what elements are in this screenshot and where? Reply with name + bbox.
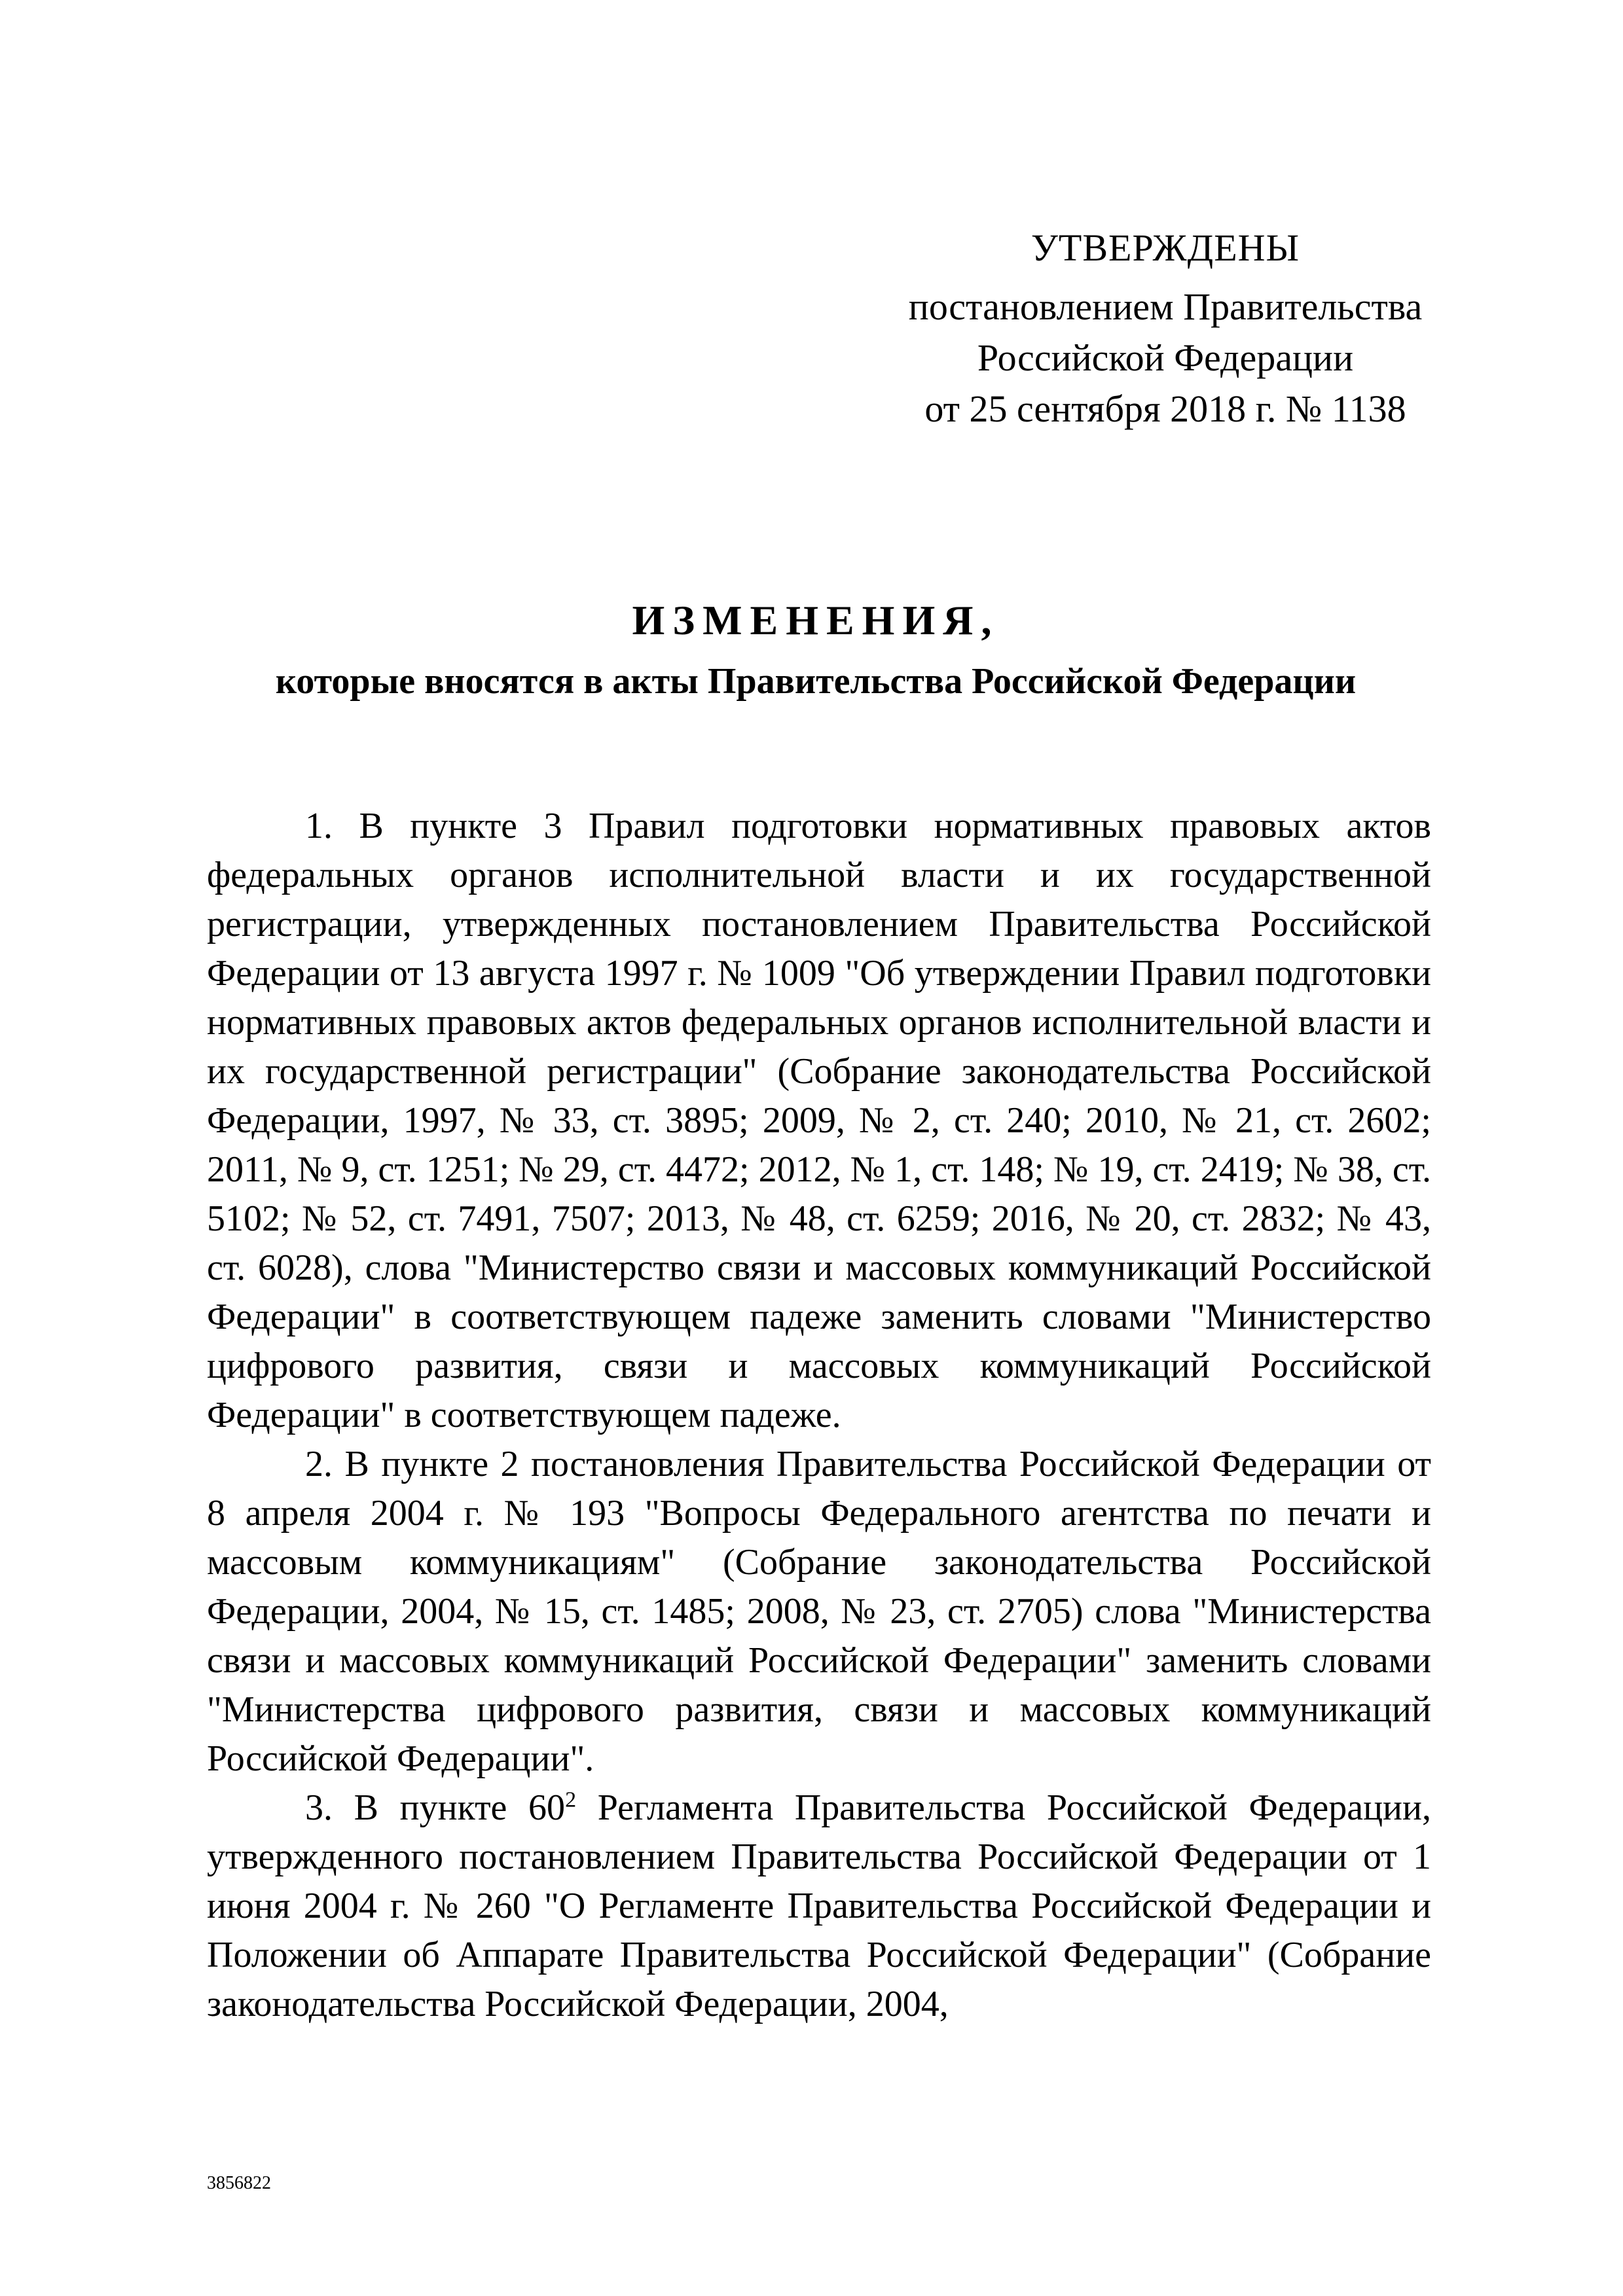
document-title: ИЗМЕНЕНИЯ,	[632, 597, 1000, 643]
paragraph-3-start: 3. В пункте 60	[305, 1787, 566, 1828]
document-heading	[207, 589, 1425, 711]
document-body	[207, 802, 1431, 2029]
approval-line-3: от 25 сентября 2018 г. № 1138	[924, 387, 1406, 430]
approval-line-1: постановлением Правительства	[908, 285, 1423, 328]
document-footer-code: 3856822	[207, 2173, 271, 2193]
paragraph-1: 1. В пункте 3 Правил подготовки нормативных правовых актов федеральных органов исполнительной власти и их государственной регистрации, утвержденных постановлением Правительства Российской Федерации от 13 августа 1997 г. № 1009 "Об утверждении Правил подготовки нормативных правовых актов федеральных органов исполнительной власти и их государственной регистрации" (Собрание законодательства Российской Федерации, 1997, № 33, ст. 3895; 2009, № 2, ст. 240; 2010, № 21, ст. 2602; 2011, № 9, ст. 1251; № 29, ст. 4472; 2012, № 1, ст. 148; № 19, ст. 2419; № 38, ст. 5102; № 52, ст. 7491, 7507; 2013, № 48, ст. 6259; 2016, № 20, ст. 2832; № 43, ст. 6028), слова "Министерство связи и массовых коммуникаций Российской Федерации" в соответствующем падеже заменить словами "Министерство цифрового развития, связи и массовых коммуникаций Российской Федерации" в соответствующем падеже.	[207, 806, 1431, 1435]
document-subtitle: которые вносятся в акты Правительства Российской Федерации	[275, 661, 1357, 702]
paragraph-2: 2. В пункте 2 постановления Правительства Российской Федерации от 8 апреля 2004 г. № 193 "Вопросы Федерального агентства по печати и массовым коммуникациям" (Собрание законодательства Российской Федерации, 2004, № 15, ст. 1485; 2008, № 23, ст. 2705) слова "Министерства связи и массовых коммуникаций Российской Федерации" заменить словами "Министерства цифрового развития, связи и массовых коммуникаций Российской Федерации".	[207, 1444, 1431, 1779]
paragraph-3-superscript: 2	[565, 1787, 577, 1812]
approval-stamp	[864, 223, 1467, 435]
approval-title: УТВЕРЖДЕНЫ	[1030, 226, 1300, 269]
paragraph-3-rest: Регламента Правительства Российской Федерации, утвержденного постановлением Правительства Российской Федерации от 1 июня 2004 г. № 260 "О Регламенте Правительства Российской Федерации и Положении об Аппарате Правительства Российской Федерации" (Собрание законодательства Российской Федерации, 2004,	[207, 1787, 1431, 2024]
approval-line-2: Российской Федерации	[977, 336, 1354, 379]
paragraph-3	[207, 1784, 1431, 2029]
